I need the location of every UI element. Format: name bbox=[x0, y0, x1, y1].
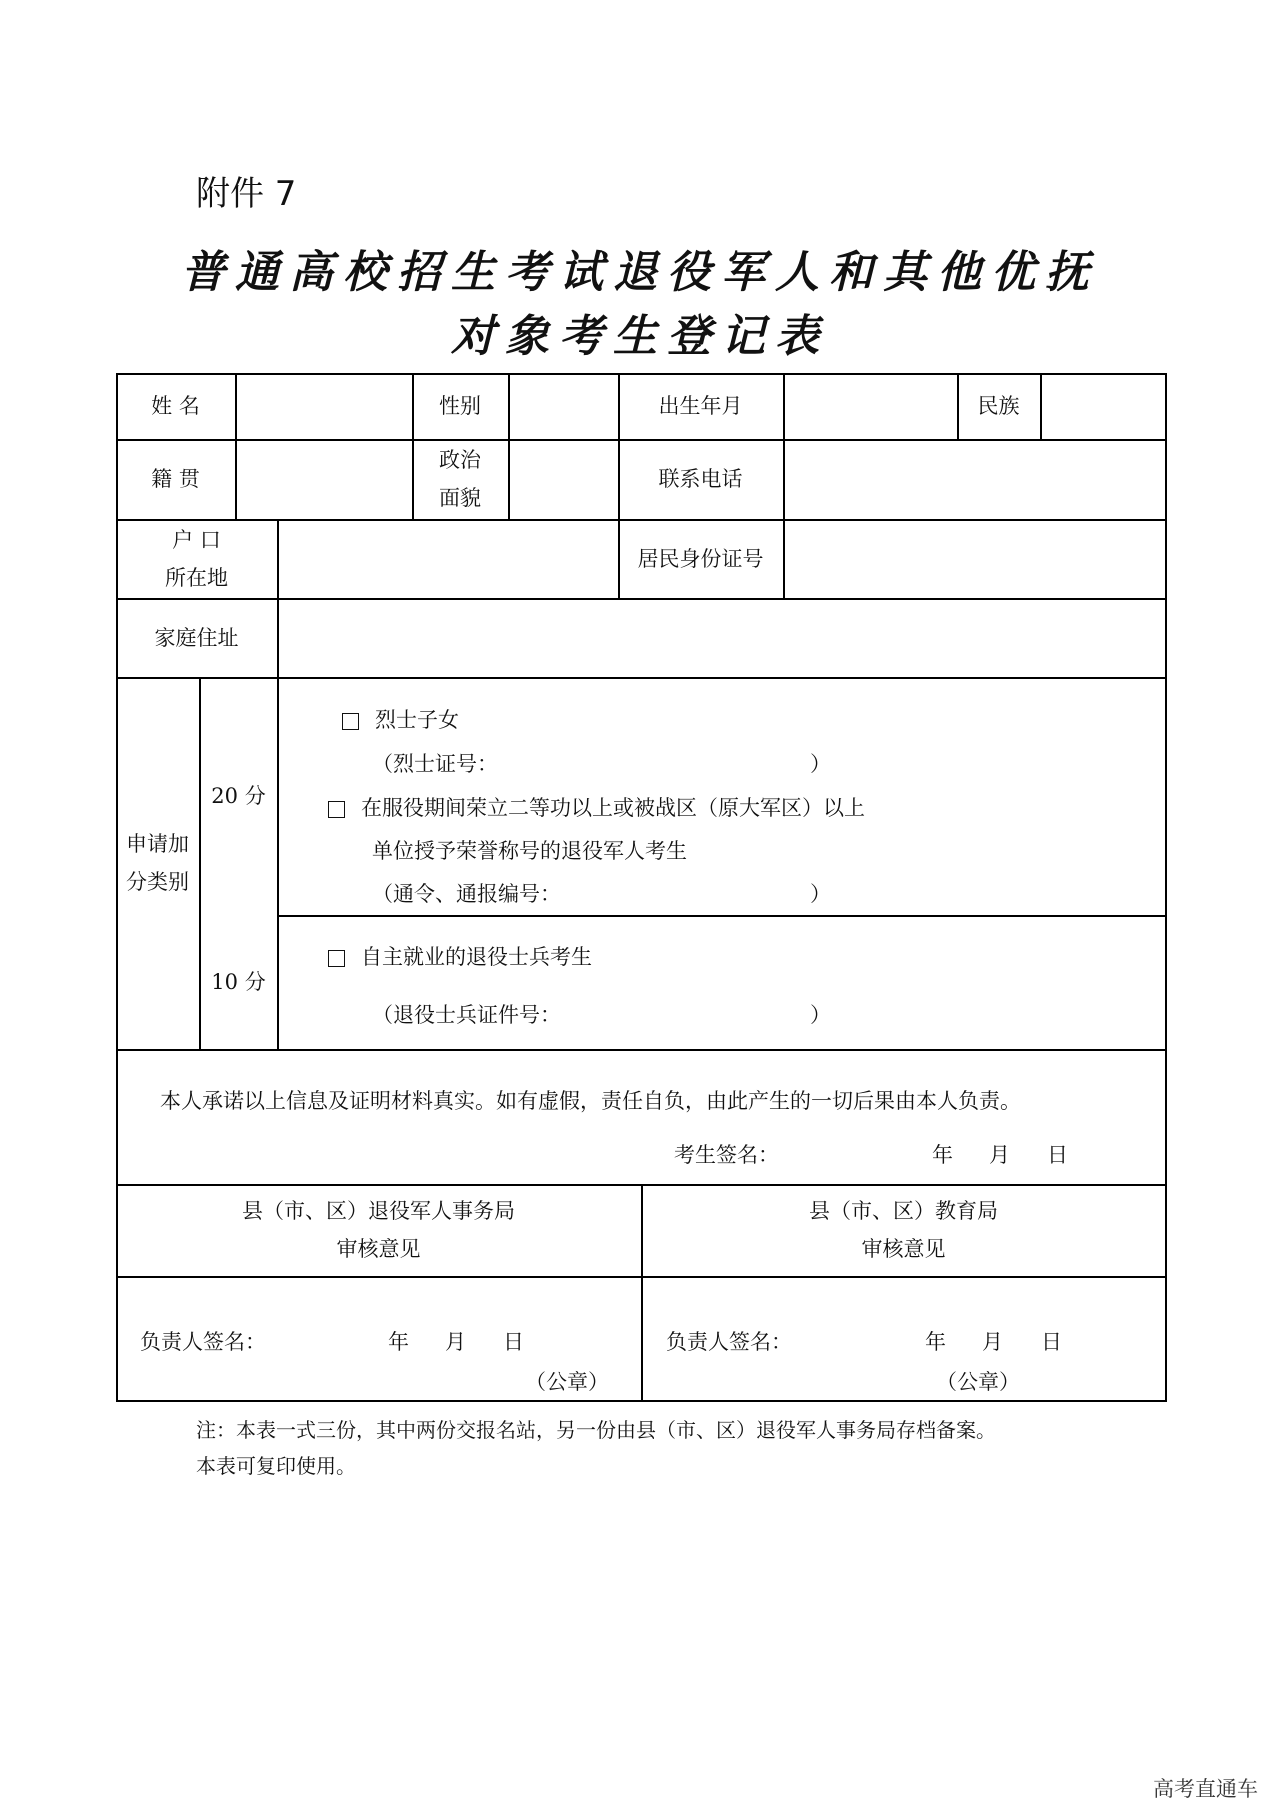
notice-no: （通令、通报编号： bbox=[372, 882, 561, 906]
edu-seal: （公章） bbox=[936, 1370, 1020, 1394]
hukou-field[interactable] bbox=[278, 519, 618, 598]
veteran-cert-close: ） bbox=[810, 1003, 831, 1027]
self-employed-checkbox[interactable] bbox=[328, 950, 345, 967]
hukou-label-line-1: 户 口 bbox=[172, 527, 221, 552]
gender-label: 性别 bbox=[439, 394, 481, 418]
native-place-label: 籍 贯 bbox=[151, 467, 200, 491]
veteran-month: 月 bbox=[445, 1330, 466, 1354]
veteran-bureau-review: 审核意见 bbox=[336, 1237, 421, 1261]
name-label: 姓 名 bbox=[151, 394, 200, 418]
notice-no-close: ） bbox=[810, 882, 831, 906]
candidate-year: 年 bbox=[932, 1143, 953, 1167]
merit-veteran-text-1: 在服役期间荣立二等功以上或被战区（原大军区）以上 bbox=[361, 796, 865, 820]
ethnicity-field[interactable] bbox=[1041, 373, 1165, 439]
bonus-category-label bbox=[116, 677, 199, 1049]
hukou-label bbox=[116, 519, 277, 598]
pledge-text: 本人承诺以上信息及证明材料真实。如有虚假，责任自负，由此产生的一切后果由本人负责。 bbox=[160, 1089, 1021, 1113]
footnote-line-1: 注：本表一式三份，其中两份交报名站，另一份由县（市、区）退役军人事务局存档备案。 bbox=[196, 1418, 996, 1442]
political-status-field[interactable] bbox=[509, 439, 618, 519]
bonus-label-line-1: 申请加 bbox=[126, 832, 189, 856]
registration-form bbox=[116, 373, 1167, 1402]
birth-label: 出生年月 bbox=[658, 394, 743, 418]
martyr-cert-close: ） bbox=[810, 752, 831, 776]
veteran-bureau-header bbox=[116, 1184, 641, 1276]
veteran-cert-no: （退役士兵证件号： bbox=[372, 1003, 561, 1027]
edu-bureau-header bbox=[642, 1184, 1165, 1276]
id-number-field[interactable] bbox=[784, 519, 1165, 598]
self-employed-text: 自主就业的退役士兵考生 bbox=[361, 945, 592, 969]
form-title-line-1: 普通高校招生考试退役军人和其他优抚 bbox=[181, 247, 1099, 298]
name-field[interactable] bbox=[236, 373, 412, 439]
birth-field[interactable] bbox=[784, 373, 957, 439]
edu-year: 年 bbox=[925, 1330, 946, 1354]
edu-bureau-name: 县（市、区）教育局 bbox=[809, 1199, 998, 1223]
ethnicity-label: 民族 bbox=[977, 394, 1020, 418]
phone-label: 联系电话 bbox=[658, 467, 743, 491]
score-20-label: 20 分 bbox=[211, 784, 266, 808]
political-label-line-2: 面貌 bbox=[439, 486, 481, 510]
martyr-child-checkbox[interactable] bbox=[342, 713, 359, 730]
option-self-employed-veteran[interactable] bbox=[328, 941, 592, 971]
native-place-field[interactable] bbox=[236, 439, 412, 519]
watermark: 高考直通车 bbox=[1153, 1777, 1258, 1801]
address-label: 家庭住址 bbox=[154, 625, 239, 650]
martyr-cert-no: （烈士证号： bbox=[372, 752, 498, 776]
candidate-month: 月 bbox=[989, 1143, 1010, 1167]
attachment-number: 附件 7 bbox=[196, 174, 297, 214]
form-title-line-2: 对象考生登记表 bbox=[451, 311, 829, 362]
veteran-year: 年 bbox=[388, 1330, 409, 1354]
bonus-label-line-2: 分类别 bbox=[126, 870, 189, 894]
merit-veteran-text-2: 单位授予荣誉称号的退役军人考生 bbox=[372, 839, 687, 863]
gender-field[interactable] bbox=[509, 373, 618, 439]
phone-field[interactable] bbox=[784, 439, 1165, 519]
candidate-day: 日 bbox=[1047, 1143, 1068, 1167]
political-status-label bbox=[412, 439, 508, 519]
option-martyr-child[interactable] bbox=[342, 704, 459, 734]
merit-veteran-checkbox[interactable] bbox=[328, 801, 345, 818]
score-10-label: 10 分 bbox=[211, 970, 266, 994]
edu-bureau-review: 审核意见 bbox=[861, 1237, 946, 1261]
political-label-line-1: 政治 bbox=[439, 448, 481, 472]
option-merit-veteran[interactable] bbox=[328, 792, 865, 822]
edu-leader-sign: 负责人签名： bbox=[666, 1330, 792, 1354]
veteran-day: 日 bbox=[503, 1330, 524, 1354]
address-field[interactable] bbox=[278, 598, 1165, 677]
veteran-seal: （公章） bbox=[525, 1370, 609, 1394]
id-number-label: 居民身份证号 bbox=[637, 546, 764, 571]
edu-day: 日 bbox=[1041, 1330, 1062, 1354]
veteran-bureau-name: 县（市、区）退役军人事务局 bbox=[242, 1199, 515, 1223]
hukou-label-line-2: 所在地 bbox=[165, 565, 228, 590]
veteran-leader-sign: 负责人签名： bbox=[140, 1330, 266, 1354]
edu-month: 月 bbox=[982, 1330, 1003, 1354]
candidate-sign-label: 考生签名： bbox=[674, 1143, 779, 1167]
footnote-line-2: 本表可复印使用。 bbox=[196, 1454, 356, 1478]
martyr-child-text: 烈士子女 bbox=[375, 708, 459, 732]
